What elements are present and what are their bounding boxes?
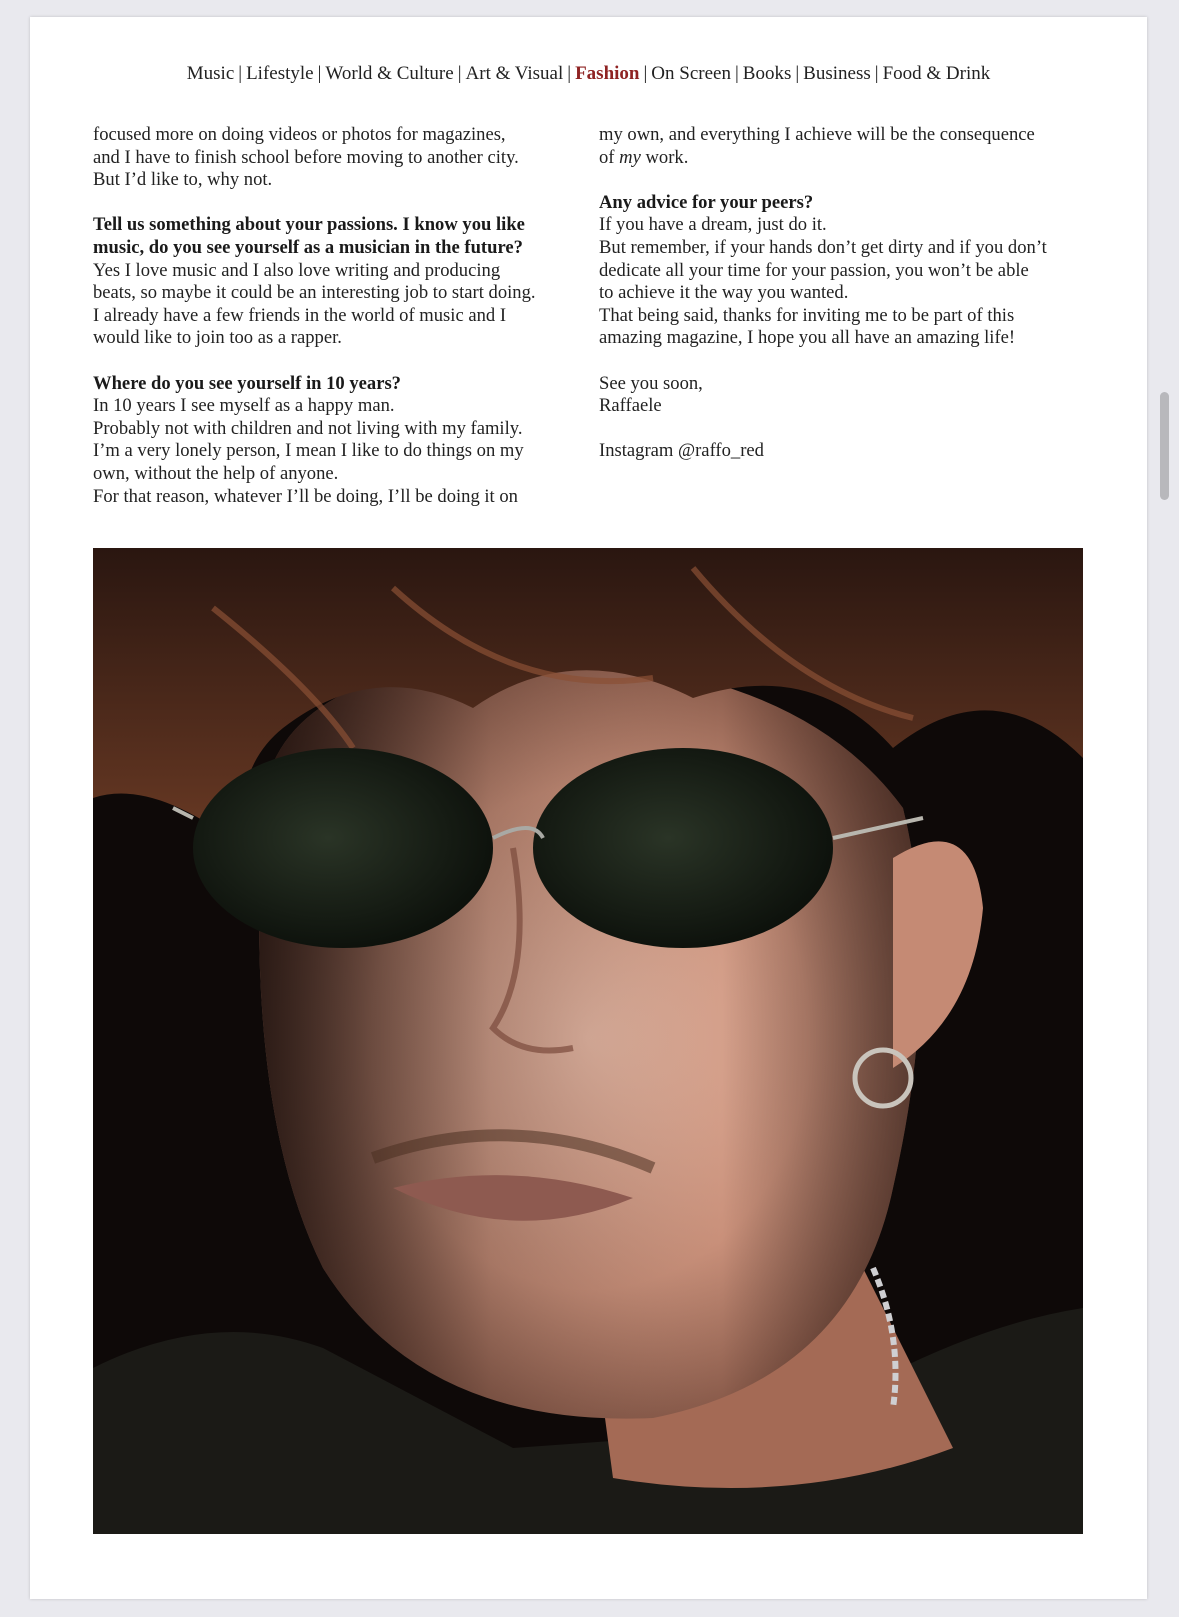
magazine-page	[30, 17, 1147, 1599]
answer-text: of	[599, 146, 620, 168]
paragraph-gap	[93, 350, 583, 373]
paragraph-gap	[599, 350, 1084, 373]
answer-line: own, without the help of anyone.	[93, 462, 339, 484]
nav-separator: |	[567, 63, 572, 84]
answer-line: In 10 years I see myself as a happy man.	[93, 395, 395, 417]
answer-line: If you have a dream, just do it.	[599, 214, 827, 236]
nav-item-fashion-active[interactable]: Fashion	[575, 63, 640, 84]
answer-line: Yes I love music and I also love writing and producing	[93, 259, 501, 281]
paragraph-gap	[599, 169, 1084, 192]
nav-separator: |	[874, 63, 879, 84]
article-column-right	[599, 124, 1084, 463]
nav-item-world-culture[interactable]: World & Culture	[325, 63, 454, 84]
emphasis-text: my	[619, 146, 641, 168]
nav-separator: |	[238, 63, 243, 84]
nav-item-on-screen[interactable]: On Screen	[651, 63, 731, 84]
interview-question: Where do you see yourself in 10 years?	[93, 372, 401, 394]
nav-item-food-drink[interactable]: Food & Drink	[882, 63, 991, 84]
nav-item-business[interactable]: Business	[803, 63, 871, 84]
paragraph-gap	[93, 192, 583, 215]
nav-separator: |	[643, 63, 648, 84]
instagram-handle: Instagram @raffo_red	[599, 440, 764, 462]
nav-item-art-visual[interactable]: Art & Visual	[465, 63, 564, 84]
scrollbar-thumb[interactable]	[1160, 392, 1169, 500]
answer-line: would like to join too as a rapper.	[93, 327, 342, 349]
interview-question: music, do you see yourself as a musician in the future?	[93, 236, 523, 258]
interview-question: Any advice for your peers?	[599, 191, 814, 213]
answer-line: For that reason, whatever I’ll be doing, I’ll be doing it on	[93, 485, 518, 507]
nav-separator: |	[457, 63, 462, 84]
interview-question: Tell us something about your passions. I know you like	[93, 214, 525, 236]
answer-line: to achieve it the way you wanted.	[599, 282, 849, 304]
answer-line: That being said, thanks for inviting me to be part of this	[599, 304, 1015, 326]
nav-item-books[interactable]: Books	[742, 63, 792, 84]
paragraph-line: But I’d like to, why not.	[93, 169, 273, 191]
answer-line: beats, so maybe it could be an interesting job to start doing.	[93, 282, 536, 304]
portrait-illustration	[93, 548, 1083, 1534]
category-nav	[30, 63, 1147, 85]
answer-line: I’m a very lonely person, I mean I like to do things on my	[93, 440, 524, 462]
author-name: Raffaele	[599, 395, 662, 417]
paragraph-gap	[599, 418, 1084, 441]
signoff-text: See you soon,	[599, 372, 703, 394]
nav-separator: |	[795, 63, 800, 84]
answer-line: my own, and everything I achieve will be the consequence	[599, 124, 1035, 145]
nav-separator: |	[734, 63, 739, 84]
nav-separator: |	[317, 63, 322, 84]
answer-line: dedicate all your time for your passion, you won’t be able	[599, 259, 1029, 281]
paragraph-line: focused more on doing videos or photos for magazines,	[93, 124, 506, 145]
paragraph-line: and I have to finish school before moving to another city.	[93, 146, 519, 168]
portrait-photo	[93, 548, 1083, 1534]
answer-line: amazing magazine, I hope you all have an amazing life!	[599, 327, 1016, 349]
article-column-left	[93, 124, 583, 508]
nav-item-lifestyle[interactable]: Lifestyle	[246, 63, 314, 84]
answer-line	[599, 147, 1084, 170]
nav-item-music[interactable]: Music	[186, 63, 235, 84]
answer-text: work.	[640, 146, 689, 168]
answer-line: But remember, if your hands don’t get dirty and if you don’t	[599, 236, 1047, 258]
answer-line: Probably not with children and not living with my family.	[93, 417, 523, 439]
answer-line: I already have a few friends in the world of music and I	[93, 304, 507, 326]
